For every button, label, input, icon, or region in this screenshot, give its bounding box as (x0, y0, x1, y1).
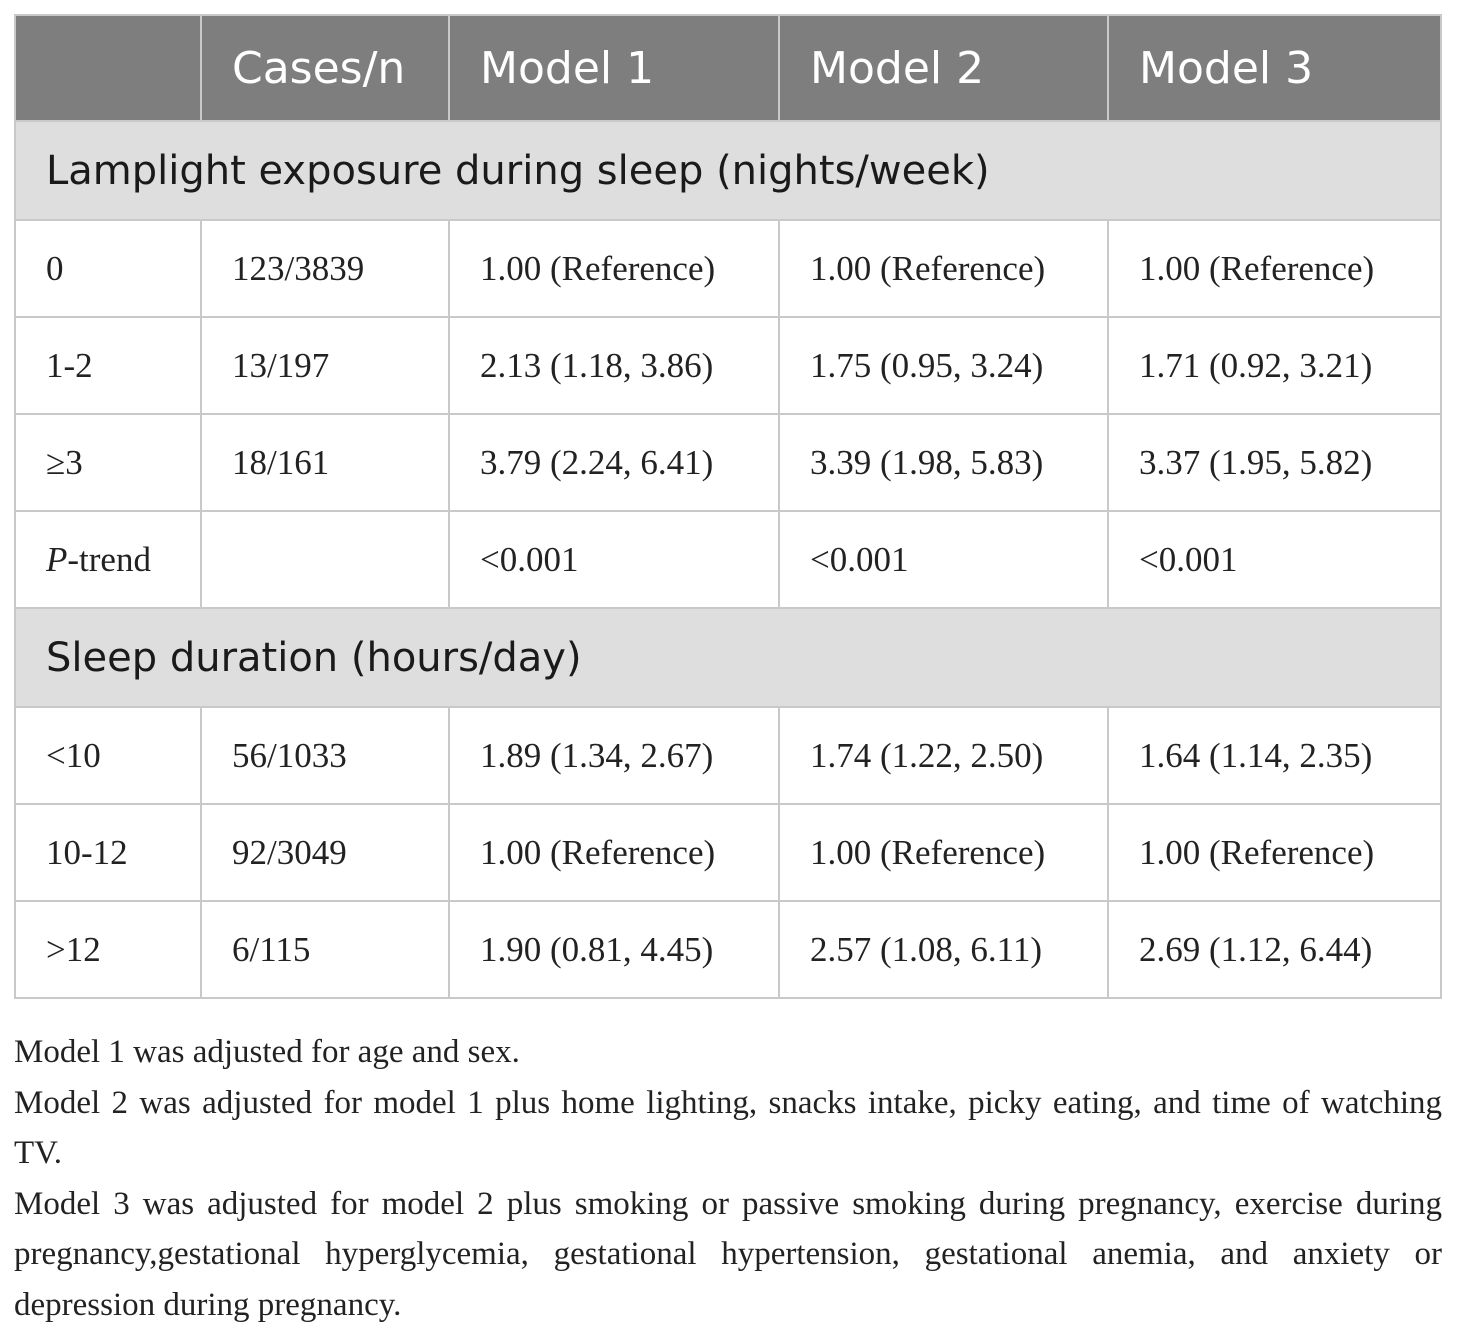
model-2-cell: 1.74 (1.22, 2.50) (779, 707, 1108, 804)
row-label: <10 (15, 707, 201, 804)
trend-suffix: -trend (67, 539, 151, 579)
model-3-cell: 3.37 (1.95, 5.82) (1108, 414, 1441, 511)
model-1-cell: 1.89 (1.34, 2.67) (449, 707, 779, 804)
model-2-cell: 1.75 (0.95, 3.24) (779, 317, 1108, 414)
cases-cell: 92/3049 (201, 804, 449, 901)
model-3-cell: 2.69 (1.12, 6.44) (1108, 901, 1441, 998)
row-label: ≥3 (15, 414, 201, 511)
model-3-cell: 1.00 (Reference) (1108, 804, 1441, 901)
model-3-cell: <0.001 (1108, 511, 1441, 608)
footnote-model-3: Model 3 was adjusted for model 2 plus smoking or passive smoking during pregnancy, exercise during pregnancy,gestational hyperglycemia, gestational hypertension, gestational anemia, and anxiety or depression during pregnancy. (14, 1185, 1442, 1323)
p-symbol: P (46, 539, 68, 579)
model-3-cell: 1.00 (Reference) (1108, 220, 1441, 317)
model-1-cell: 3.79 (2.24, 6.41) (449, 414, 779, 511)
model-3-cell: 1.71 (0.92, 3.21) (1108, 317, 1441, 414)
table-row (15, 804, 1441, 901)
section-title: Sleep duration (hours/day) (15, 608, 1441, 707)
row-label: >12 (15, 901, 201, 998)
row-label: 1-2 (15, 317, 201, 414)
model-2-cell: 1.00 (Reference) (779, 220, 1108, 317)
section-row-sleep-duration (15, 608, 1441, 707)
footnote-model-2: Model 2 was adjusted for model 1 plus home lighting, snacks intake, picky eating, and time of watching TV. (14, 1084, 1442, 1171)
model-1-cell: 1.00 (Reference) (449, 804, 779, 901)
header-label-column (15, 15, 201, 121)
cases-cell: 6/115 (201, 901, 449, 998)
cases-cell: 18/161 (201, 414, 449, 511)
model-1-cell: <0.001 (449, 511, 779, 608)
cases-cell: 13/197 (201, 317, 449, 414)
results-table (14, 14, 1442, 999)
row-label: 0 (15, 220, 201, 317)
model-2-cell: <0.001 (779, 511, 1108, 608)
header-model-3: Model 3 (1108, 15, 1441, 121)
header-model-2: Model 2 (779, 15, 1108, 121)
model-2-cell: 3.39 (1.98, 5.83) (779, 414, 1108, 511)
cases-cell (201, 511, 449, 608)
model-3-cell: 1.64 (1.14, 2.35) (1108, 707, 1441, 804)
section-row-lamplight (15, 121, 1441, 220)
cases-cell: 123/3839 (201, 220, 449, 317)
table-row-p-trend (15, 511, 1441, 608)
model-2-cell: 1.00 (Reference) (779, 804, 1108, 901)
row-label (15, 511, 201, 608)
header-cases: Cases/n (201, 15, 449, 121)
model-1-cell: 1.00 (Reference) (449, 220, 779, 317)
model-2-cell: 2.57 (1.08, 6.11) (779, 901, 1108, 998)
table-row (15, 707, 1441, 804)
cases-cell: 56/1033 (201, 707, 449, 804)
header-model-1: Model 1 (449, 15, 779, 121)
section-title: Lamplight exposure during sleep (nights/week) (15, 121, 1441, 220)
table-row (15, 414, 1441, 511)
table-row (15, 901, 1441, 998)
footnote-model-1: Model 1 was adjusted for age and sex. (14, 1034, 520, 1070)
table-row (15, 220, 1441, 317)
model-1-cell: 1.90 (0.81, 4.45) (449, 901, 779, 998)
model-1-cell: 2.13 (1.18, 3.86) (449, 317, 779, 414)
table-footnotes (14, 1027, 1442, 1330)
row-label: 10-12 (15, 804, 201, 901)
table-row (15, 317, 1441, 414)
header-row (15, 15, 1441, 121)
